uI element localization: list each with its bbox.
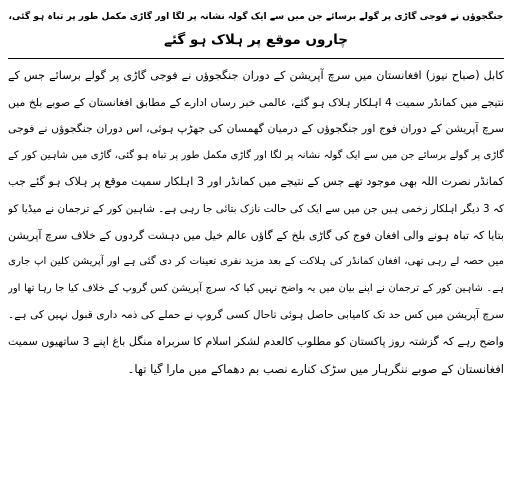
article-body — [8, 63, 504, 382]
body-line: کمانڈر نصرت اللہ بھی موجود تھے جس کے نتیجے میں کمانڈر اور 3 اہلکار سمیت موقع پر ہلاک ہو گئے جب — [8, 175, 504, 189]
body-line: افغانستان کے صوبے ننگرہار میں سڑک کنارے نصب بم دھماکے میں مارا گیا تھا۔ — [127, 361, 504, 376]
headline-line: چاروں موقع پر ہلاک ہو گئے — [164, 32, 348, 48]
body-line: بتایا کہ تباہ ہونے والی افغان فوج کی گاڑی بلخ کے گاؤں عالم خیل میں دہشت گردوں کے خلاف سرچ آپریشن — [8, 228, 504, 242]
body-line: ہے۔ شاہین کور کے ترجمان نے اپنے بیان میں یہ واضح نہیں کیا کہ سرچ آپریشن کس گروپ کے خلاف کیا جا رہا تھا اور — [8, 282, 504, 294]
headline-divider — [8, 58, 504, 59]
body-line: واضح رہے کہ گزشتہ روز پاکستان کو مطلوب کالعدم لشکر اسلام کا سربراہ منگل باغ اپنے 3 ساتھیوں سمیت — [8, 334, 504, 348]
body-line: کہ 3 دیگر اہلکار زخمی ہیں جن میں سے ایک کی حالت نازک بتائی جا رہی ہے۔ شاہین کور کے ترجمان نے میڈیا کو — [8, 202, 504, 215]
body-line: کابل (صباح نیوز) افغانستان میں سرچ آپریشن کے دوران جنگجوؤں نے فوجی گاڑی پر گولے برسائے جس کے — [8, 69, 504, 82]
body-line: سرچ آپریشن کے دوران فوج اور جنگجوؤں کے درمیان گھمسان کی جھڑپ ہوئی، اس دوران جنگجوؤں نے فوجی — [8, 122, 504, 136]
body-line: سرچ آپریشن میں کس حد تک کامیابی حاصل ہوئی تاحال کسی گروپ نے حملے کی ذمہ داری قبول نہیں کی ہے۔ — [8, 309, 504, 322]
body-line: میں حصہ لے رہی تھی، افغان کمانڈر کی ہلاکت کے بعد مزید نفری تعینات کر دی گئی ہے اور آپریشن کلین اپ جاری — [8, 256, 504, 268]
body-line: گاڑی پر گولے برسائے جن میں سے ایک گولہ نشانہ پر لگا اور گاڑی مکمل طور پر تباہ ہو گئی، گاڑی میں شاہین کور کے — [8, 149, 504, 161]
headline — [8, 6, 504, 52]
body-line: نتیجے میں کمانڈر سمیت 4 اہلکار ہلاک ہو گئے، عالمی خبر رساں ادارے کے مطابق افغانستان کے صوبے بلخ میں — [8, 95, 504, 109]
headline-line: جنگجوؤں نے فوجی گاڑی پر گولے برسائے جن میں سے ایک گولہ نشانہ پر لگا اور گاڑی مکمل طور پر تباہ ہو گئی، — [8, 12, 504, 22]
